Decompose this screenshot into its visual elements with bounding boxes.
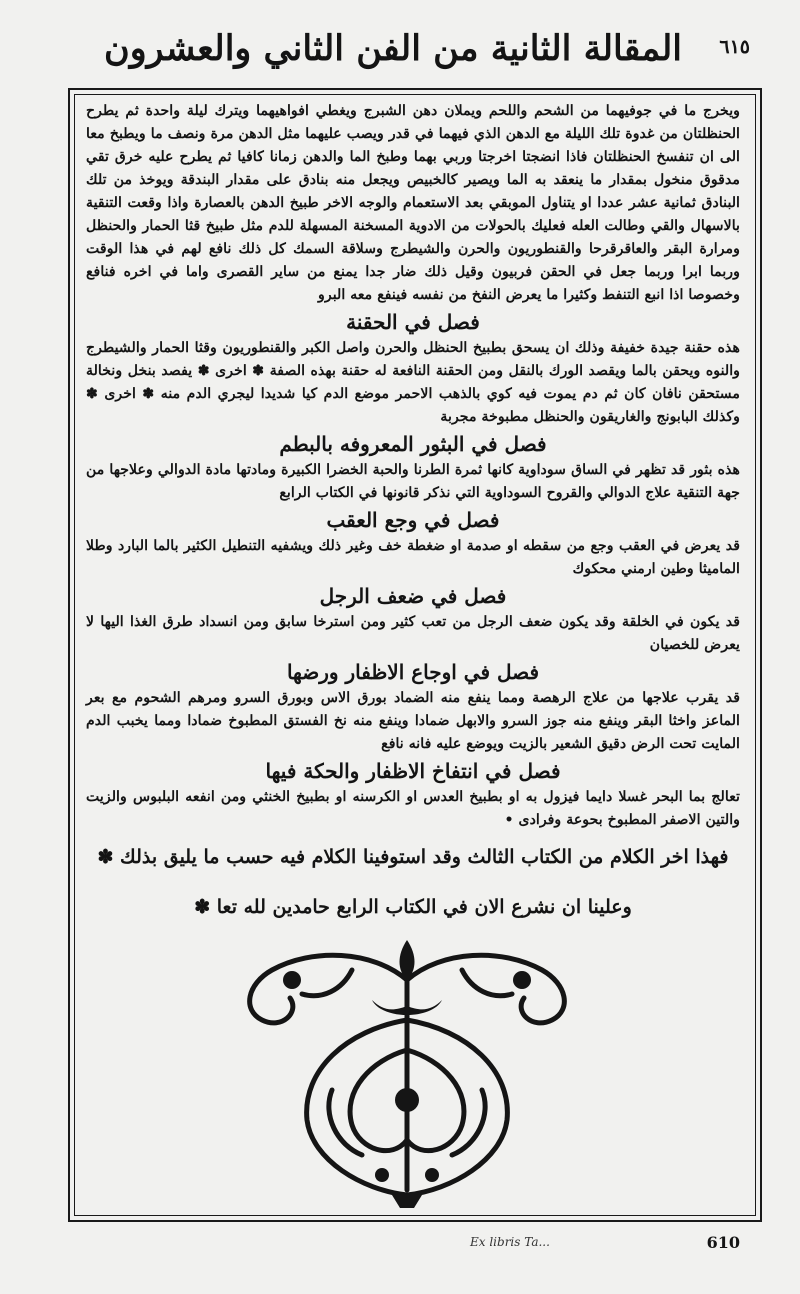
handwritten-signature: Ex libris Ta... xyxy=(470,1235,550,1249)
paragraph-intro: ويخرج ما في جوفيهما من الشحم واللحم ويملان دهن الشبرج ويغطي افواهيهما ويترك ليلة واحدة ثم يطرح الحنظلتان من غدوة تلك الليلة مع الدهن الذي فيهما في قدر ويصب عليهما مثل الدهن مرة ونصف ما ويطبخ معا الى ان تنفسخ الحنظلتان فاذا انضجتا اخرجتا وربي بهما وطبخ الما والدهن زمانا كافيا ثم يطرح عليه خرق تقي مدقوق منخول بمقدار ما ينعقد به الما ويصير كالخبيص ويجعل منه بنادق على مقدار البندقة ويوخذ من تلك البنادق ثمانية عشر عددا او يتناول الموبقي بعد الاستعمام والوجه الاخر طبيخ الدهن بالعصارة واذا وقعت التنقية بالاسهال والقي وطالت العله فعليك بالحولات من الادوية المسخنة المسهلة للدم مثل طبيخ قثا الحمار والحنظل ومرارة البقر والعاقرقرحا والقنطوريون والحرن والشيطرج وسلاقة السمك كل ذلك نافع لهم في هذا الوقت وربما ابرا وربما جعل في الحقن فربيون وقيل ذلك ضار جدا يمنع من ساير القصرى واما في اخره فنافع وخصوصا اذا انبع التنفط وكثيرا ما يعرض النفخ من نفسه فينفع معه البرو xyxy=(86,103,740,303)
page-footer xyxy=(470,1233,740,1263)
running-head: المقالة الثانية من الفن الثاني والعشرون xyxy=(104,28,682,69)
section-heading-leg-weakness: فصل في ضعف الرجل xyxy=(319,584,507,608)
main-text xyxy=(86,100,740,940)
closing-line-1: فهذا اخر الكلام من الكتاب الثالث وقد استوفينا الكلام فيه حسب ما يليق بذلك ✽ xyxy=(97,846,729,868)
section-heading-pustules: فصل في البثور المعروفه بالبطم xyxy=(279,432,547,456)
page-number-arabic: ٦١٥ xyxy=(719,36,750,58)
page-header xyxy=(70,22,760,82)
section-heading-nail-pain: فصل في اوجاع الاظفار ورضها xyxy=(286,660,540,684)
paragraph-enema: هذه حقنة جيدة خفيفة وذلك ان يسحق بطبيخ الحنظل والحرن واصل الكبر والقنطوريون وقثا الحمار والشيطرج والنوه ويحقن بالما ويقصد الورك بالنقل ومن الحقنة النافعة له حقنة بهذه الصفة ✽ اخرى ✽ يفصد بنخل ونخالة مستحقن نافان كان ثم دم يموت فيه كوي بالذهب الاحمر موضع الدم كيا شديدا ليجري الدم منه ✽ اخرى ✽ وكذلك البابونج والغاريقون والحنظل مطبوخة مجربة xyxy=(86,340,740,425)
paragraph-leg-weakness: قد يكون في الخلقة وقد يكون ضعف الرجل من تعب كثير ومن استرخا سابق ومن انسداد طرق الغذا اليها لا يعرض للخصيان xyxy=(86,614,740,653)
section-heading-enema: فصل في الحقنة xyxy=(346,310,480,334)
paragraph-nail-pain: قد يقرب علاجها من علاج الرهصة ومما ينفع منه الضماد بورق الاس وبورق السرو ومرهم الشحوم مع بعر الماعز واخثا البقر وينفع منه جوز السرو والابهل ضمادا وينفع منه نخ الفستق المطبوخ ضمادا ومما يخبب الدم المايت تحت الرض دقيق الشعير بالزيت ويوضع عليه فانه نافع xyxy=(86,690,740,752)
page-number-western: 610 xyxy=(706,1233,740,1252)
paragraph-pustules: هذه بثور قد تظهر في الساق سوداوية كانها ثمرة الطرنا والحبة الخضرا الكبيرة ومادتها مادة الدوالي وعلاجها من جهة التنقية علاج الدوالي والقروح السوداوية التي نذكر قانونها في الكتاب الرابع xyxy=(86,462,740,501)
section-heading-heel: فصل في وجع العقب xyxy=(326,508,500,532)
closing-line-2: وعلينا ان نشرع الان في الكتاب الرابع حامدين لله تعا ✽ xyxy=(194,896,632,918)
paragraph-nail-swelling: تعالج بما البحر غسلا دايما فيزول به او بطبيخ العدس او الكرسنه او بطبيخ الخنثي ومن انفعه البلبوس والزيت والتين الاصفر المطبوخ بحوعة وفرادى • xyxy=(86,789,740,828)
paragraph-heel: قد يعرض في العقب وجع من سقطه او صدمة او ضغطة خف وغير ذلك ويشفيه التنطيل الكثير بالما البارد وطلا الماميثا وطين ارمني محكوك xyxy=(86,538,740,577)
floral-ornament-icon xyxy=(232,940,582,1208)
section-heading-nail-swelling: فصل في انتفاخ الاظفار والحكة فيها xyxy=(265,759,561,783)
